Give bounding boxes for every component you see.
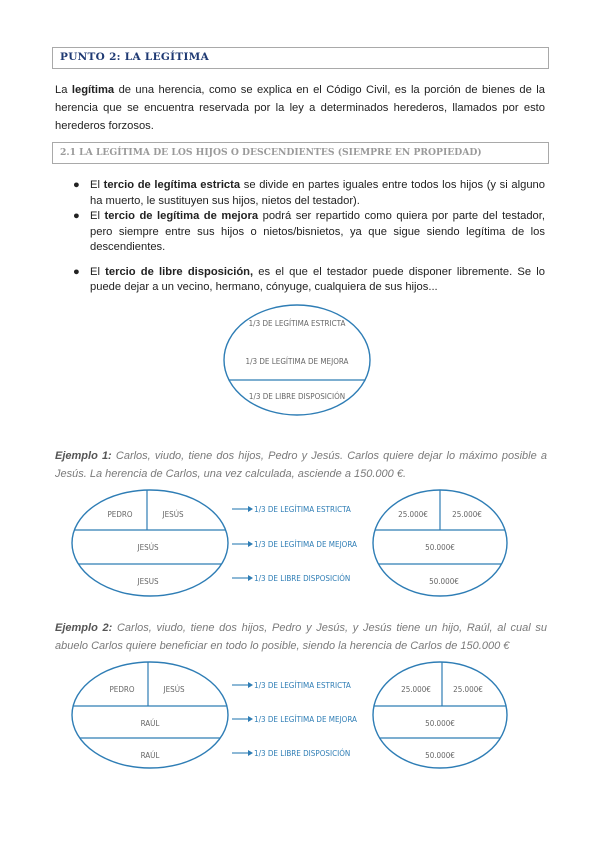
- arrow-label: 1/3 DE LEGÍTIMA DE MEJORA: [254, 715, 357, 724]
- arrow-right-icon: [248, 750, 253, 756]
- example-1-amounts-diagram: [370, 488, 510, 598]
- amount-label: 25.000€: [452, 510, 482, 519]
- amount-label: 50.000€: [425, 543, 455, 552]
- section-title: 2.1 LA LEGÍTIMA DE LOS HIJOS O DESCENDIENTES (SIEMPRE EN PROPIEDAD): [52, 142, 549, 164]
- row-label: 1/3 DE LIBRE DISPOSICIÓN: [248, 392, 346, 401]
- amount-label: 50.000€: [429, 577, 459, 586]
- bullet-icon: ●: [73, 210, 80, 222]
- arrow-right-icon: [248, 575, 253, 581]
- arrow-label: 1/3 DE LEGÍTIMA ESTRICTA: [254, 505, 351, 514]
- example-2-heirs-diagram: [70, 660, 230, 770]
- heir-label: JESÚS: [162, 510, 184, 519]
- rules-list: [73, 178, 545, 296]
- arrow-right-icon: [248, 682, 253, 688]
- heir-label: PEDRO: [109, 685, 135, 694]
- amount-label: 50.000€: [425, 751, 455, 760]
- arrow-label: 1/3 DE LIBRE DISPOSICIÓN: [254, 574, 351, 583]
- arrow-label: 1/3 DE LEGÍTIMA DE MEJORA: [254, 540, 357, 549]
- amount-label: 25.000€: [401, 685, 431, 694]
- example-1-heirs-diagram: [70, 488, 230, 598]
- row-label: 1/3 DE LEGÍTIMA ESTRICTA: [248, 319, 346, 328]
- arrow-label: 1/3 DE LIBRE DISPOSICIÓN: [254, 749, 351, 758]
- amount-label: 50.000€: [425, 719, 455, 728]
- intro-paragraph: La legítima de una herencia, como se explica en el Código Civil, es la porción de bienes de la herencia que se encuentra reservada por la ley a determinados herederos, llamados por esto herederos forzosos.: [55, 84, 545, 132]
- arrow-right-icon: [248, 541, 253, 547]
- list-item: ● El tercio de libre disposición, es el que el testador puede disponer libremente. Se lo puede dejar a un vecino, hermano, cónyuge, cualquiera de sus hijos...: [73, 265, 545, 293]
- row-label: 1/3 DE LEGÍTIMA DE MEJORA: [245, 357, 349, 366]
- example-1-text: Ejemplo 1: Carlos, viudo, tiene dos hijos, Pedro y Jesús. Carlos quiere dejar lo máximo posible a Jesús. La herencia de Carlos, una vez calculada, asciende a 150.000 €.: [55, 450, 548, 480]
- arrow-right-icon: [248, 716, 253, 722]
- heir-label: JESÚS: [137, 543, 159, 552]
- example-2-text: Ejemplo 2: Carlos, viudo, tiene dos hijos, Pedro y Jesús, y Jesús tiene un hijo, Raúl, al cual su abuelo Carlos quiere beneficiar en todo lo posible, siendo la herencia de Carlos de 150.000 €: [55, 622, 547, 652]
- amount-label: 25.000€: [453, 685, 483, 694]
- heir-label: RAÚL: [140, 751, 160, 760]
- heir-label: RAÚL: [140, 719, 160, 728]
- heir-label: JESÚS: [163, 685, 185, 694]
- amount-label: 25.000€: [398, 510, 428, 519]
- arrow-label: 1/3 DE LEGÍTIMA ESTRICTA: [254, 681, 351, 690]
- arrow-right-icon: [248, 506, 253, 512]
- thirds-diagram: [222, 303, 372, 417]
- example-2-amounts-diagram: [370, 660, 510, 770]
- example-2-arrows: [232, 673, 382, 763]
- heir-label: PEDRO: [107, 510, 133, 519]
- example-1-arrows: [232, 498, 382, 588]
- bullet-icon: ●: [73, 179, 80, 191]
- list-item: ● El tercio de legítima estricta se divide en partes iguales entre todos los hijos (y si alguno ha muerto, le sustituyen sus hijos, nietos del testador).: [73, 179, 545, 207]
- page-title: PUNTO 2: LA LEGÍTIMA: [52, 47, 549, 69]
- list-item: ● El tercio de legítima de mejora podrá ser repartido como quiera por parte del testador, pero siempre entre sus hijos o nietos/bisnietos, ya que sigue siendo legítima de los descendientes.: [73, 210, 545, 253]
- heir-label: JESUS: [137, 577, 159, 586]
- bullet-icon: ●: [73, 265, 80, 278]
